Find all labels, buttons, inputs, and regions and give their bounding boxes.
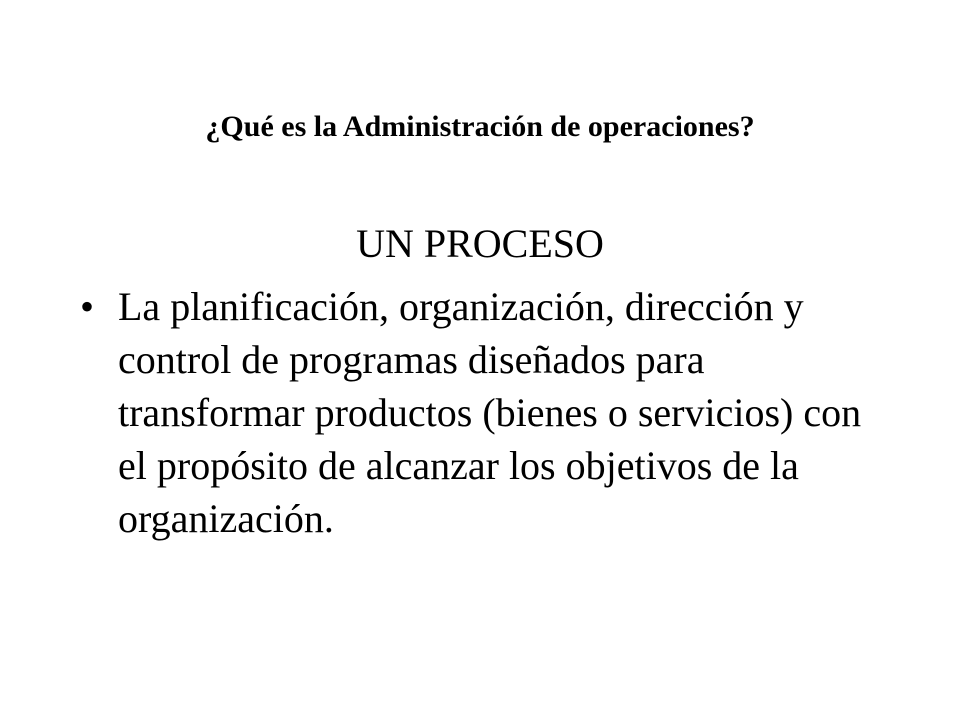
bullet-text: La planificación, organización, dirección y control de programas diseñados para transformar productos (bienes o servicios) con el propósito de alcanzar los objetivos de la organización. (118, 284, 862, 541)
bullet-marker: • (80, 284, 95, 329)
slide-subtitle: UN PROCESO (356, 221, 604, 266)
bullet-item (80, 280, 880, 545)
slide-title: ¿Qué es la Administración de operaciones? (205, 110, 755, 143)
bullet-list (80, 280, 880, 545)
